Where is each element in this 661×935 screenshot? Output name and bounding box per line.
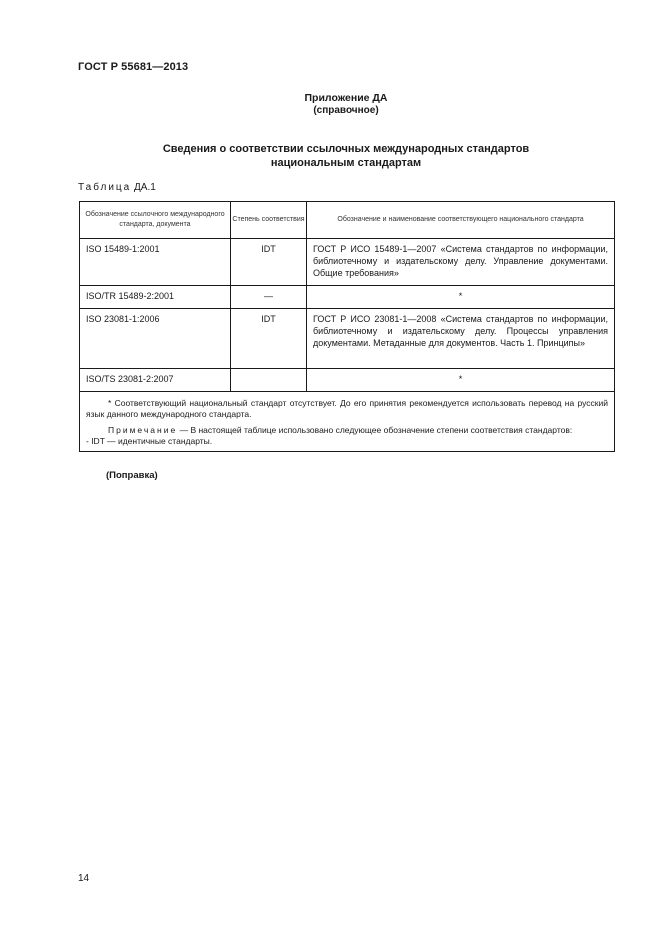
note-text: — В настоящей таблице использовано следующее обозначение степени соответствия стандартов: bbox=[179, 425, 573, 435]
table-label-prefix: Таблица bbox=[78, 182, 132, 193]
cell-national: * bbox=[307, 286, 615, 309]
table-footer bbox=[80, 392, 615, 452]
cell-intl: ISO/TS 23081-2:2007 bbox=[80, 369, 231, 392]
cell-national: * bbox=[307, 369, 615, 392]
cell-intl: ISO 23081-1:2006 bbox=[80, 309, 231, 369]
section-heading bbox=[0, 142, 661, 170]
footnote: * Соответствующий национальный стандарт отсутствует. До его принятия рекомендуется использовать перевод на русский язык данного международного стандарта. bbox=[86, 398, 608, 419]
table-label-id: ДА.1 bbox=[134, 182, 156, 193]
cell-intl: ISO/TR 15489-2:2001 bbox=[80, 286, 231, 309]
cell-national: ГОСТ Р ИСО 15489-1—2007 «Система стандартов по информации, библиотечному и издательскому делу. Управление документами. Общие требования» bbox=[307, 239, 615, 286]
table-row bbox=[80, 369, 615, 392]
table-row bbox=[80, 286, 615, 309]
annex-subtitle: (справочное) bbox=[313, 105, 379, 116]
correction-note: (Поправка) bbox=[106, 470, 158, 481]
correspondence-table bbox=[79, 201, 615, 452]
header-degree: Степень соответствия bbox=[231, 202, 307, 239]
cell-intl: ISO 15489-1:2001 bbox=[80, 239, 231, 286]
page-number: 14 bbox=[78, 873, 90, 884]
table-header-row bbox=[80, 202, 615, 239]
cell-degree: — bbox=[231, 286, 307, 309]
document-code: ГОСТ Р 55681—2013 bbox=[78, 61, 189, 73]
table-label bbox=[78, 182, 156, 193]
cell-national: ГОСТ Р ИСО 23081-1—2008 «Система стандартов по информации, библиотечному и издательскому делу. Процессы управления документами. Метаданные для документов. Часть 1. Принципы» bbox=[307, 309, 615, 369]
header-national-standard: Обозначение и наименование соответствующего национального стандарта bbox=[307, 202, 615, 239]
cell-degree bbox=[231, 369, 307, 392]
note-label: Примечание bbox=[108, 425, 178, 435]
annex-title: Приложение ДА bbox=[304, 92, 388, 104]
header-intl-standard: Обозначение ссылочного международного стандарта, документа bbox=[80, 202, 231, 239]
section-heading-line1: Сведения о соответствии ссылочных международных стандартов bbox=[162, 143, 530, 155]
table-row bbox=[80, 239, 615, 286]
note bbox=[86, 425, 608, 436]
note-item: - IDT — идентичные стандарты. bbox=[86, 436, 213, 446]
cell-degree: IDT bbox=[231, 309, 307, 369]
cell-degree: IDT bbox=[231, 239, 307, 286]
section-heading-line2: национальным стандартам bbox=[270, 157, 422, 169]
table-footer-row bbox=[80, 392, 615, 452]
table-row bbox=[80, 309, 615, 369]
